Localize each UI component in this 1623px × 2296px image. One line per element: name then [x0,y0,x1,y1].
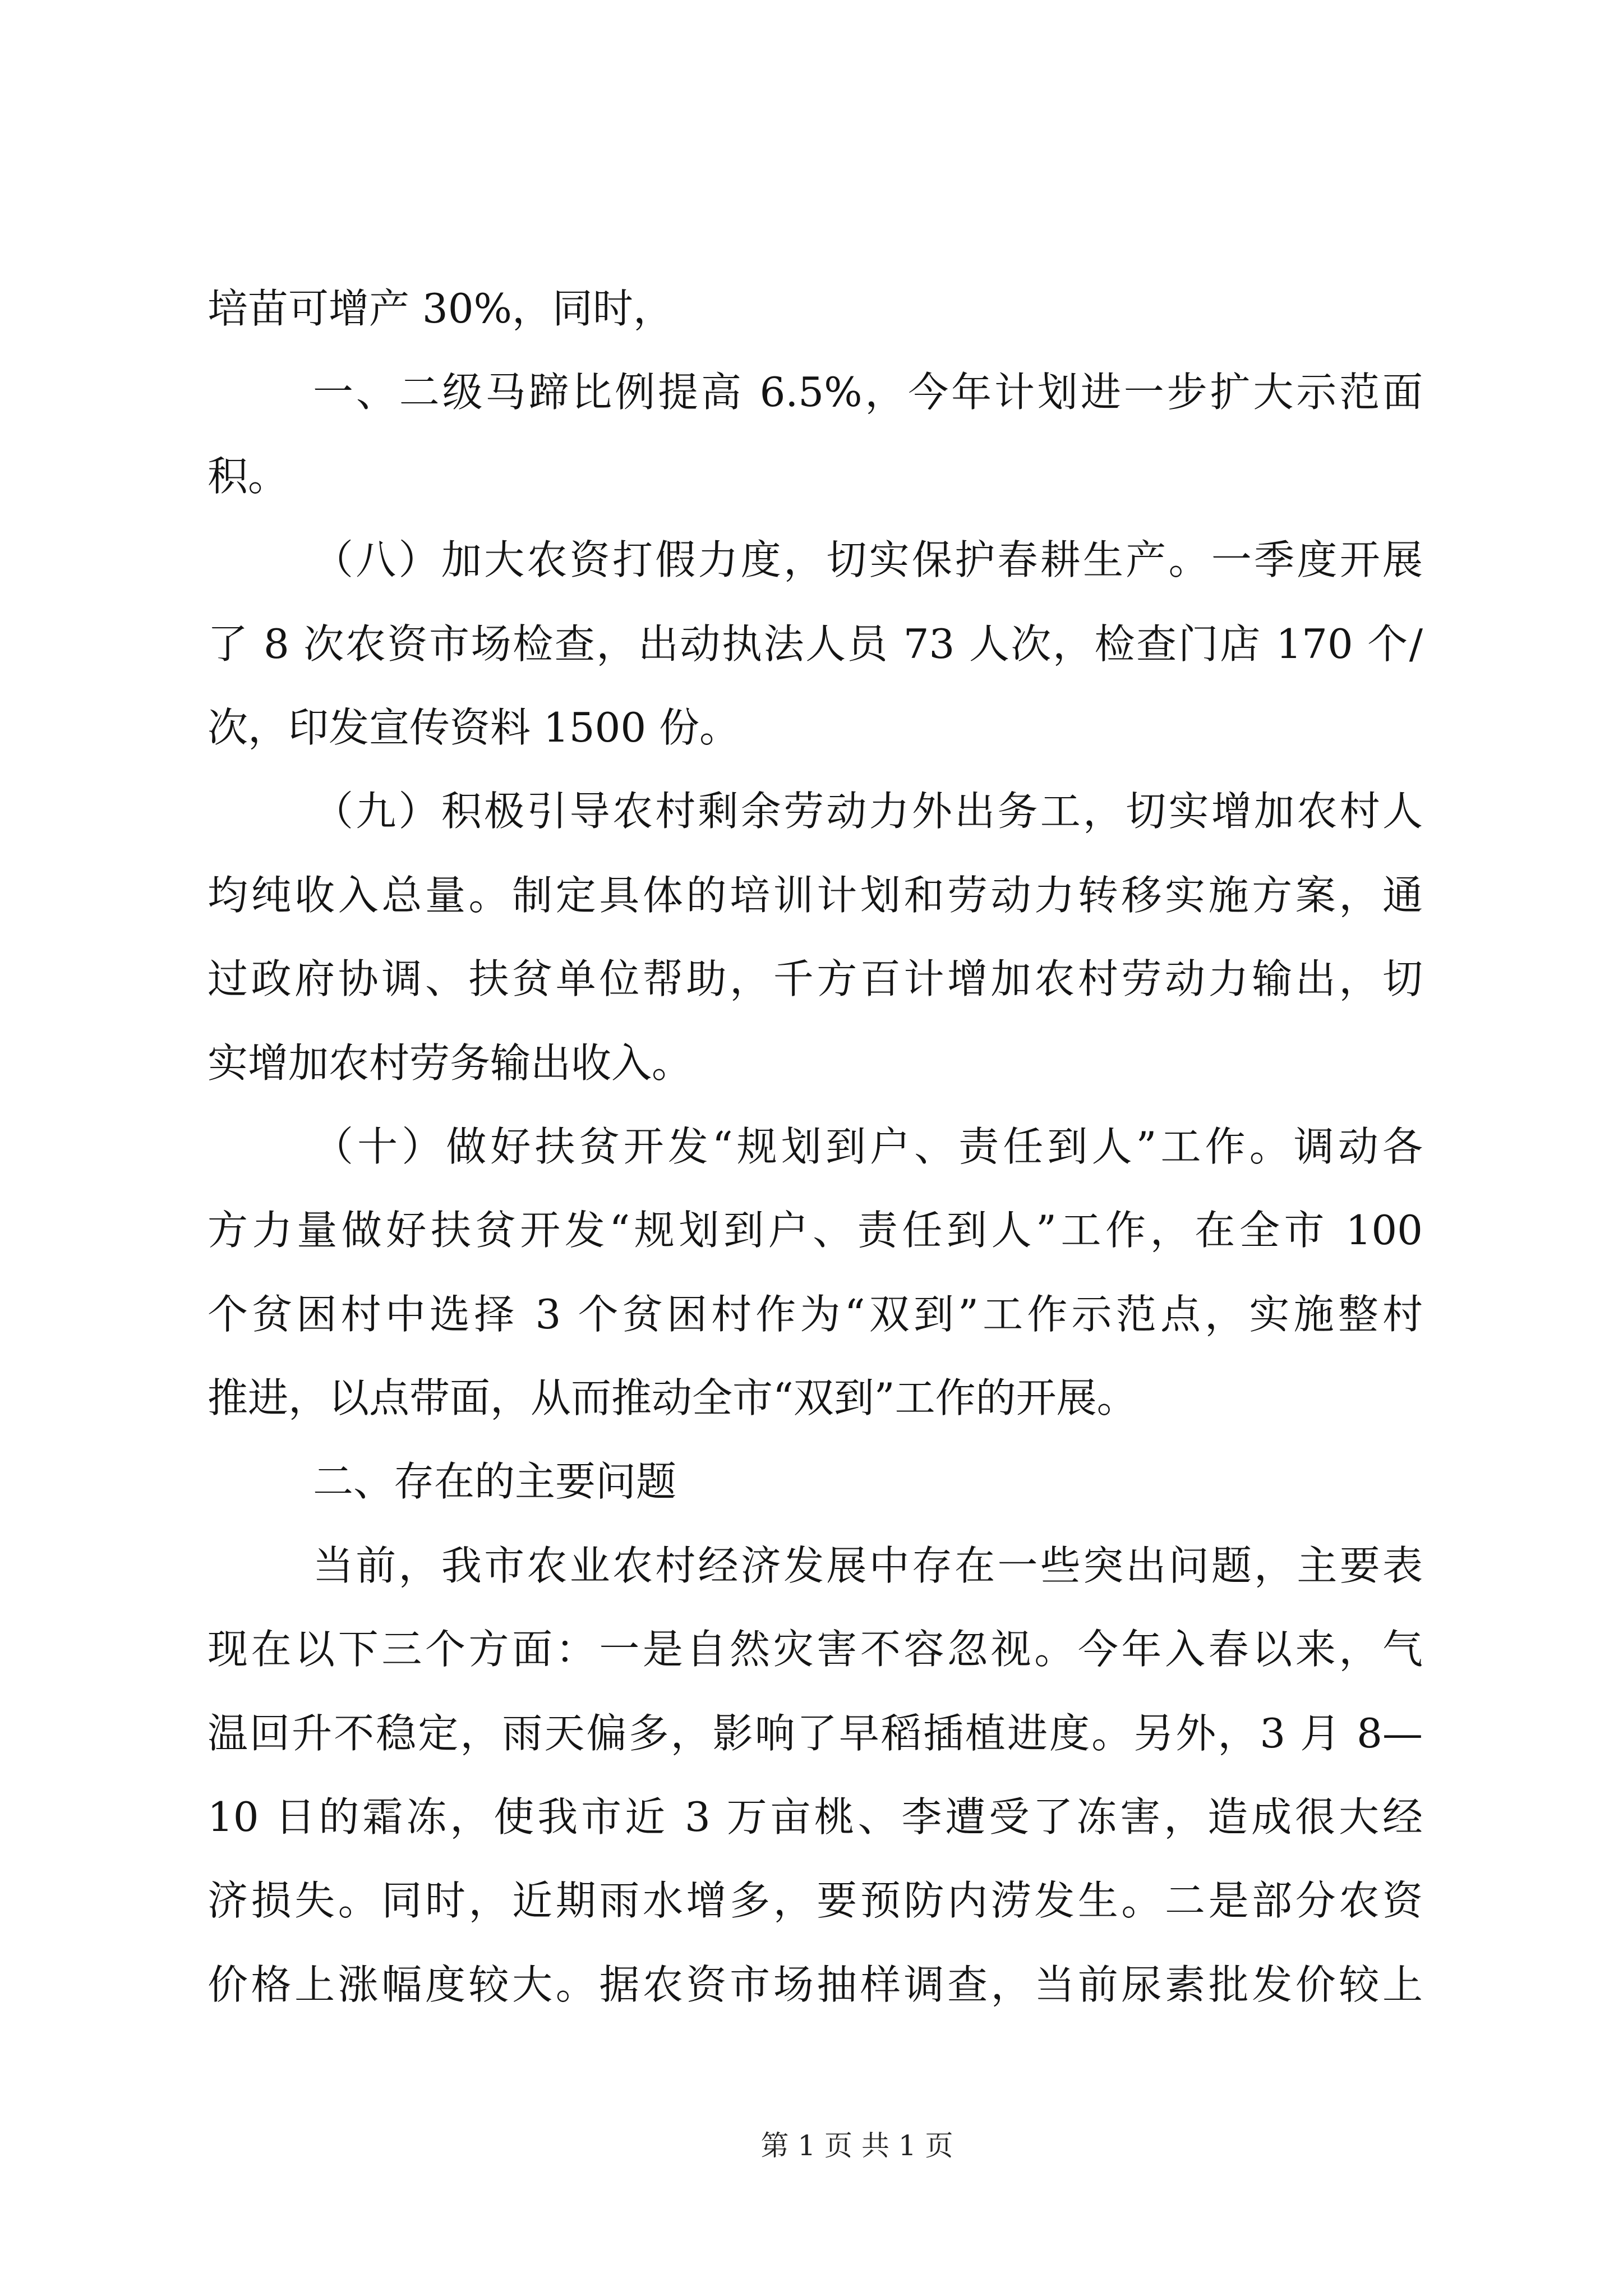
text-line: 次，印发宣传资料 1500 份。 [208,703,740,751]
text-line: 过政府协调、扶贫单位帮助，千方百计增加农村劳动力输出，切 [208,955,1423,1003]
text-line: 一、二级马蹄比例提高 6.5%，今年计划进一步扩大示范面 [313,369,1423,416]
text-line: 当前，我市农业农村经济发展中存在一些突出问题，主要表 [313,1542,1423,1589]
text-line: （九）积极引导农村剩余劳动力外出务工，切实增加农村人 [313,788,1423,835]
text-line: 推进，以点带面，从而推动全市“双到”工作的开展。 [208,1374,1137,1422]
text-line: （十）做好扶贫开发“规划到户、责任到人”工作。调动各 [313,1122,1423,1170]
document-body [208,267,1423,2027]
section-heading: 二、存在的主要问题 [313,1458,677,1506]
text-line: 济损失。同时，近期雨水增多，要预防内涝发生。二是部分农资 [208,1877,1423,1925]
text-line: （八）加大农资打假力度，切实保护春耕生产。一季度开展 [313,536,1423,584]
text-line: 实增加农村劳务输出收入。 [208,1039,693,1087]
text-line: 方力量做好扶贫开发“规划到户、责任到人”工作，在全市 100 [208,1207,1423,1254]
text-line: 温回升不稳定，雨天偏多，影响了早稻插植进度。另外，3 月 8— [208,1709,1423,1757]
text-line: 10 日的霜冻，使我市近 3 万亩桃、李遭受了冻害，造成很大经 [208,1793,1423,1841]
page-footer: 第 1 页 共 1 页 [760,2129,953,2162]
text-line: 现在以下三个方面：一是自然灾害不容忽视。今年入春以来，气 [208,1626,1423,1673]
text-line: 积。 [208,452,289,500]
text-line: 了 8 次农资市场检查，出动执法人员 73 人次，检查门店 170 个/ [208,620,1423,668]
text-line: 价格上涨幅度较大。据农资市场抽样调查，当前尿素批发价较上 [208,1961,1423,2008]
text-line: 个贫困村中选择 3 个贫困村作为“双到”工作示范点，实施整村 [208,1290,1423,1338]
text-line: 均纯收入总量。制定具体的培训计划和劳动力转移实施方案，通 [208,871,1423,919]
text-line: 培苗可增产 30%，同时， [208,285,674,332]
